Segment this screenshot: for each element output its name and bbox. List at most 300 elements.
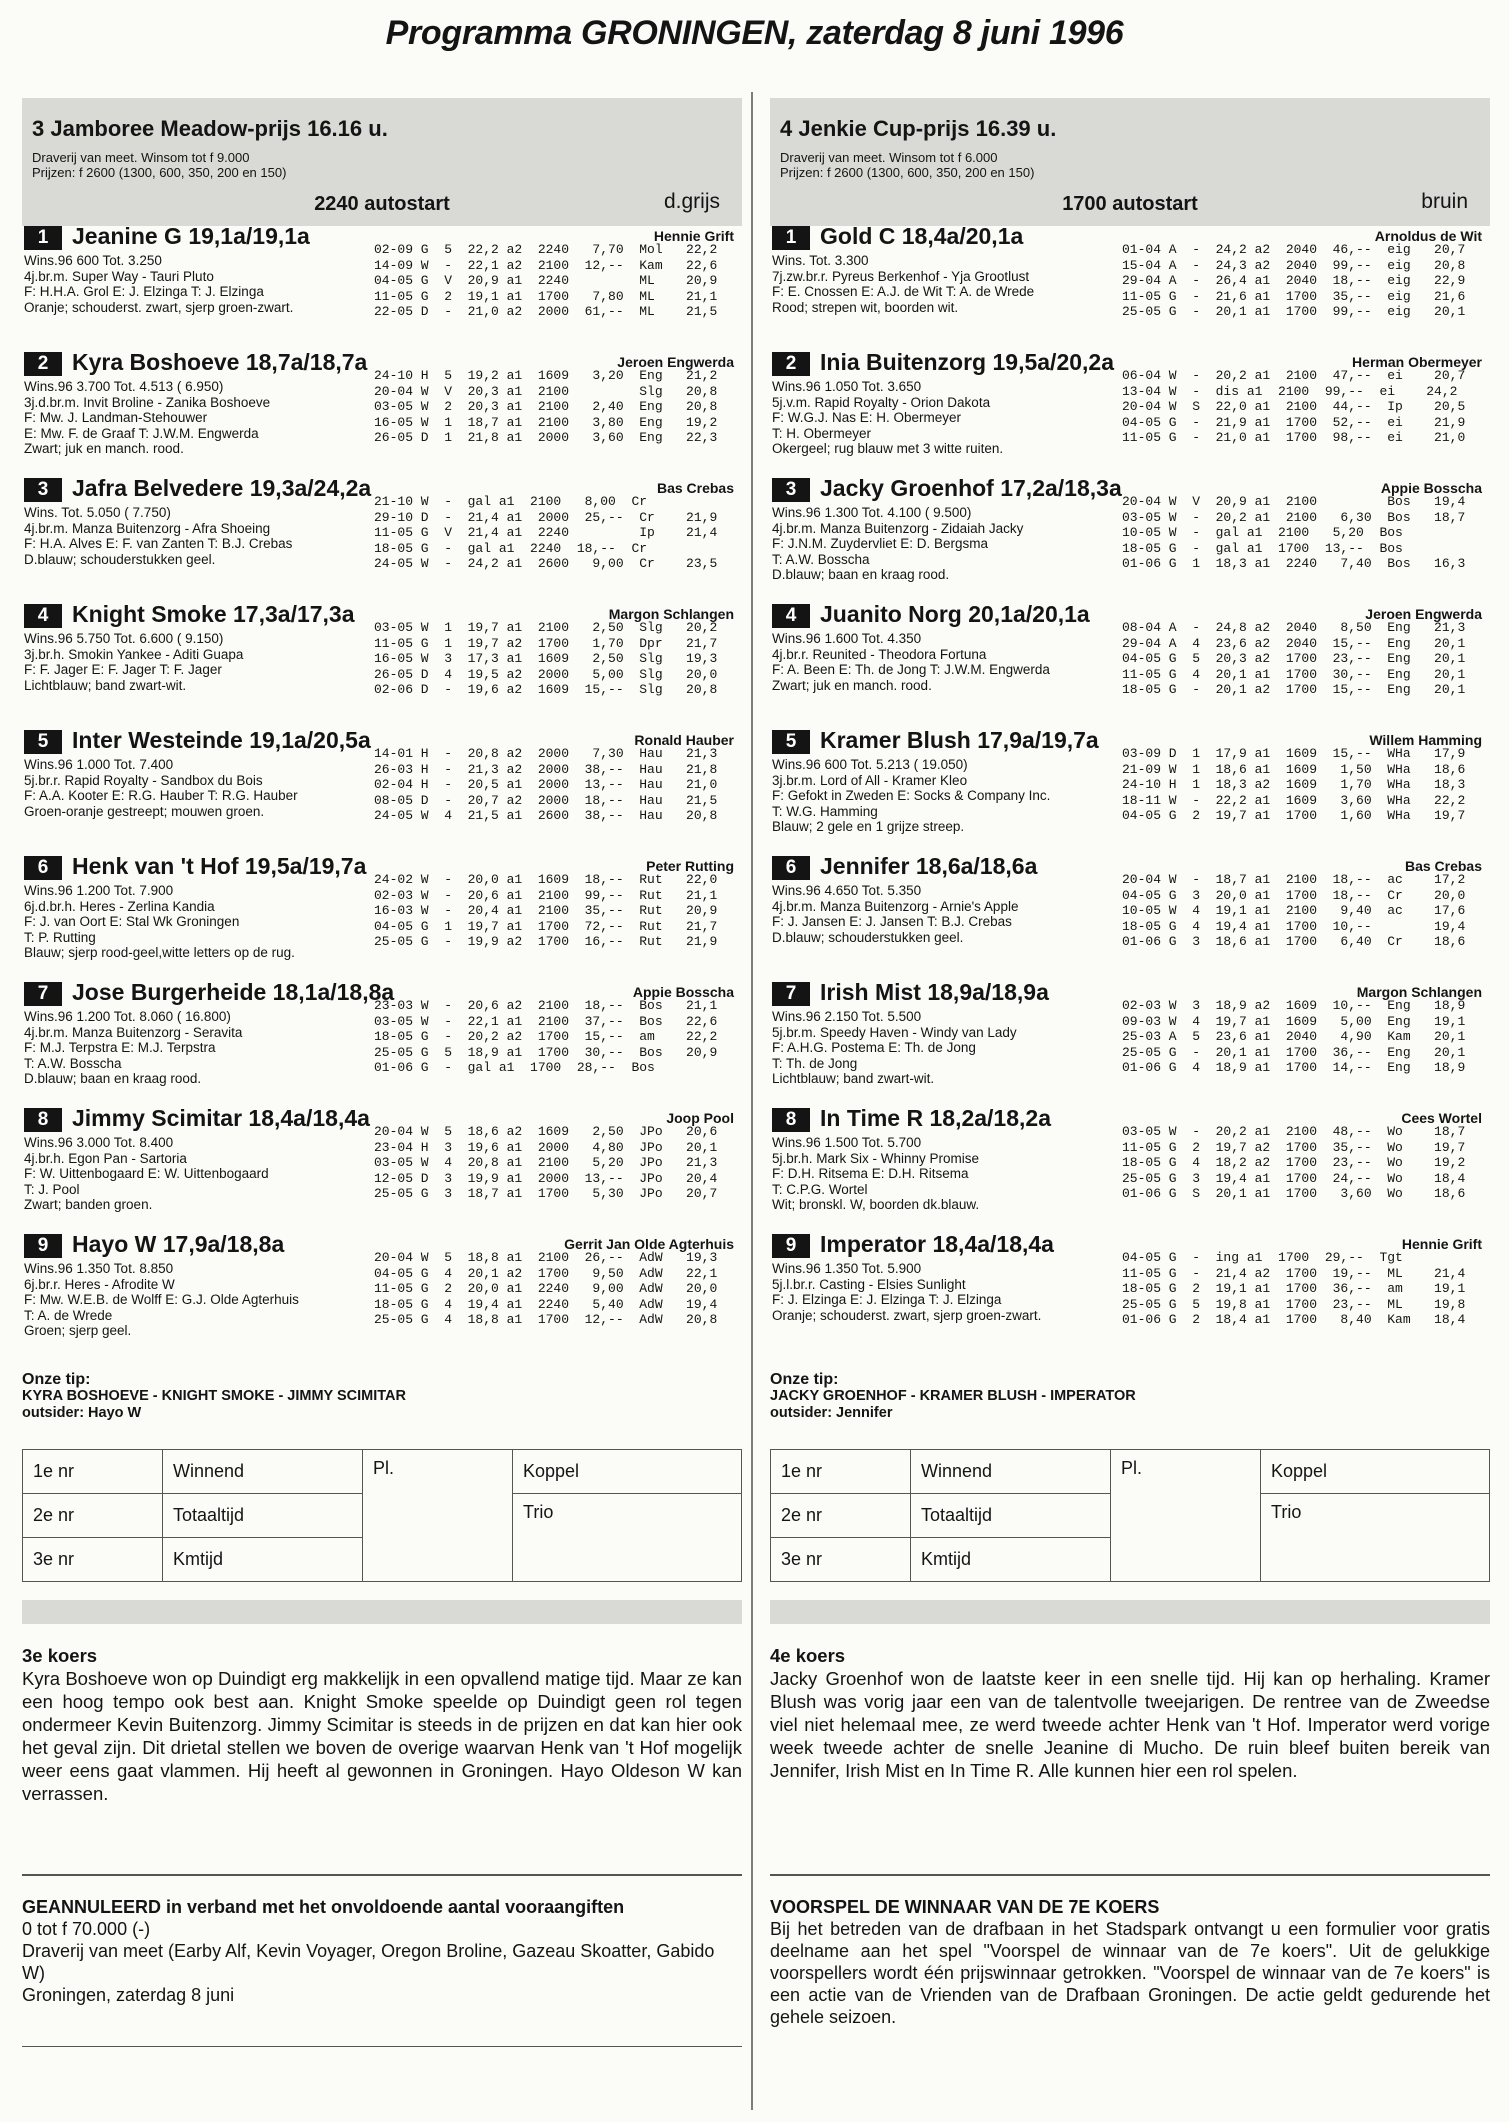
- notice-text: Bij het betreden van de drafbaan in het Stadspark ontvangt u een formulier voor gratis deelname aan het spel "Voorspel de winnaar van de 7e koers". Uit de gelukkige voorspellers wordt één prijswinnaar getrokken. "Voorspel de winnaar van de 7e koers" is een actie van de Vrienden van de Drafbaan Groningen. De actie geldt gedurende het gehele seizoen.: [770, 1918, 1490, 2027]
- run-line: 11-05 G - 21,0 a1 1700 98,-- ei 21,0: [1122, 430, 1466, 446]
- run-line: 11-05 G 4 20,1 a1 1700 30,-- Eng 20,1: [1122, 666, 1466, 682]
- trainer-name: Joop Pool: [666, 1110, 734, 1126]
- info-line: Groen; sjerp geel.: [24, 1323, 132, 1339]
- race-conditions: [780, 150, 1034, 180]
- run-line: 10-05 W 4 19,1 a1 2100 9,40 ac 17,6: [1122, 903, 1466, 919]
- start-number: 3: [24, 478, 62, 502]
- horse-info: [772, 1135, 979, 1213]
- info-line: Wins.96 1.500 Tot. 5.700: [772, 1135, 922, 1150]
- run-line: 01-06 G 1 18,3 a1 2240 7,40 Bos 16,3: [1122, 556, 1466, 572]
- horse-name: Irish Mist 18,9a/18,9a: [820, 979, 1049, 1005]
- condition-line: Prijzen: f 2600 (1300, 600, 350, 200 en 150): [780, 165, 1035, 180]
- horse-name: Inia Buitenzorg 19,5a/20,2a: [820, 349, 1115, 375]
- run-line: 26-05 D 4 19,5 a2 2000 5,00 Slg 20,0: [374, 666, 718, 682]
- recent-runs: [1122, 1124, 1465, 1202]
- run-line: 25-05 G 3 18,7 a1 1700 5,30 JPo 20,7: [374, 1186, 718, 1202]
- info-line: Lichtblauw; band zwart-wit.: [772, 1071, 935, 1087]
- notice-line: Groningen, zaterdag 8 juni: [22, 1984, 235, 2005]
- info-line: Zwart; banden groen.: [24, 1197, 153, 1213]
- run-line: 24-02 W - 20,0 a1 1609 18,-- Rut 22,0: [374, 872, 718, 887]
- start-number: 4: [772, 604, 810, 628]
- trainer-name: Gerrit Jan Olde Agterhuis: [564, 1236, 734, 1252]
- trainer-name: Willem Hamming: [1369, 732, 1482, 748]
- recent-runs: [1122, 998, 1465, 1076]
- recent-runs: [374, 746, 717, 824]
- run-line: 02-03 W 3 18,9 a2 1609 10,-- Eng 18,9: [1122, 998, 1466, 1013]
- info-line: F: D.H. Ritsema E: D.H. Ritsema: [772, 1166, 969, 1182]
- start-number: 2: [24, 352, 62, 376]
- trainer-name: Jeroen Engwerda: [1365, 606, 1482, 622]
- info-line: 4j.br.m. Super Way - Tauri Pluto: [24, 268, 214, 284]
- run-line: 18-05 G - 20,1 a2 1700 15,-- Eng 20,1: [1122, 682, 1466, 698]
- notice-heading: VOORSPEL DE WINNAAR VAN DE 7E KOERS: [770, 1896, 1160, 1917]
- trainer-name: Jeroen Engwerda: [617, 354, 734, 370]
- run-line: 18-05 G 4 19,4 a1 2240 5,40 AdW 19,4: [374, 1296, 718, 1312]
- race-distance: 2240 autostart: [314, 193, 450, 215]
- info-line: Zwart; juk en manch. rood.: [772, 677, 932, 693]
- race-title: 3 Jamboree Meadow-prijs 16.16 u.: [32, 116, 388, 141]
- trainer-name: Cees Wortel: [1401, 1110, 1482, 1126]
- start-number: 2: [772, 352, 810, 376]
- info-line: 5j.br.r. Rapid Royalty - Sandbox du Bois: [24, 772, 263, 788]
- run-line: 02-03 W - 20,6 a1 2100 99,-- Rut 21,1: [374, 887, 718, 903]
- run-line: 11-05 G - 21,4 a2 1700 19,-- ML 21,4: [1122, 1265, 1466, 1281]
- run-line: 08-04 A - 24,8 a2 2040 8,50 Eng 21,3: [1122, 620, 1466, 635]
- result-nr: 2e nr: [23, 1494, 163, 1538]
- info-line: T: Th. de Jong: [772, 1055, 858, 1071]
- info-line: F: E. Cnossen E: A.J. de Wit T: A. de Wrede: [772, 284, 1035, 300]
- trio-cell: Trio: [513, 1494, 742, 1582]
- info-line: T: J. Pool: [24, 1181, 80, 1197]
- result-label: Kmtijd: [163, 1538, 363, 1582]
- horse-name: Kramer Blush 17,9a/19,7a: [820, 727, 1099, 753]
- recent-runs: [1122, 1250, 1465, 1328]
- pl-cell: Pl.: [363, 1450, 513, 1582]
- recent-runs: [374, 368, 717, 446]
- info-line: F: H.H.A. Grol E: J. Elzinga T: J. Elzinga: [24, 284, 264, 300]
- koppel-cell: Koppel: [1261, 1450, 1490, 1494]
- info-line: F: J. Jansen E: J. Jansen T: B.J. Crebas: [772, 914, 1012, 930]
- info-line: F: J.N.M. Zuydervliet E: D. Bergsma: [772, 536, 989, 552]
- run-line: 06-04 W - 20,2 a1 2100 47,-- ei 20,7: [1122, 368, 1466, 383]
- info-line: F: H.A. Alves E: F. van Zanten T: B.J. Crebas: [24, 536, 293, 552]
- horse-info: [772, 253, 1034, 315]
- horse-name: Jose Burgerheide 18,1a/18,8a: [72, 979, 395, 1005]
- horse-name: Jimmy Scimitar 18,4a/18,4a: [72, 1105, 370, 1131]
- info-line: D.blauw; baan en kraag rood.: [24, 1071, 202, 1087]
- info-line: 3j.br.m. Lord of All - Kramer Kleo: [772, 772, 968, 788]
- tip-horses: JACKY GROENHOF - KRAMER BLUSH - IMPERATOR: [770, 1388, 1136, 1404]
- run-line: 18-05 G 4 19,4 a1 1700 10,-- 19,4: [1122, 918, 1466, 934]
- info-line: 4j.br.h. Egon Pan - Sartoria: [24, 1150, 187, 1166]
- run-line: 18-05 G - 20,2 a2 1700 15,-- am 22,2: [374, 1029, 718, 1045]
- race-3-column: [22, 98, 742, 2047]
- info-line: F: A.H.G. Postema E: Th. de Jong: [772, 1040, 976, 1056]
- start-number: 9: [24, 1234, 62, 1258]
- run-line: 18-05 G - gal a1 1700 13,-- Bos: [1122, 540, 1403, 556]
- grey-band: [22, 1600, 742, 1624]
- run-line: 25-05 G - 19,9 a2 1700 16,-- Rut 21,9: [374, 934, 718, 950]
- start-number: 7: [24, 982, 62, 1006]
- start-number: 4: [24, 604, 62, 628]
- info-line: Oranje; schouderst. zwart, sjerp groen-zwart.: [24, 299, 294, 315]
- run-line: 11-05 G V 21,4 a1 2240 Ip 21,4: [374, 525, 718, 541]
- run-line: 04-05 G - ing a1 1700 29,-- Tgt: [1122, 1250, 1403, 1265]
- condition-line: Draverij van meet. Winsom tot f 9.000: [32, 150, 250, 165]
- grey-band: [770, 1600, 1490, 1624]
- horse-name: Kyra Boshoeve 18,7a/18,7a: [72, 349, 368, 375]
- recent-runs: [1122, 620, 1465, 698]
- horse-list: [22, 223, 742, 1371]
- info-line: Wins.96 1.350 Tot. 8.850: [24, 1261, 174, 1276]
- horse-name: In Time R 18,2a/18,2a: [820, 1105, 1051, 1131]
- recent-runs: [1122, 746, 1465, 824]
- trainer-name: Hennie Grift: [1401, 1236, 1482, 1252]
- recent-runs: [374, 1250, 717, 1328]
- info-line: 7j.zw.br.r. Pyreus Berkenhof - Yja Grootlust: [772, 268, 1030, 284]
- horse-info: [772, 757, 1050, 835]
- cancelled-notice: [22, 1896, 742, 2046]
- tip-block: [22, 1371, 742, 1449]
- run-line: 01-06 G S 20,1 a1 1700 3,60 Wo 18,6: [1122, 1186, 1466, 1202]
- commentary: [770, 1644, 1490, 1874]
- run-line: 20-04 W - 18,7 a1 2100 18,-- ac 17,2: [1122, 872, 1466, 887]
- run-line: 14-01 H - 20,8 a2 2000 7,30 Hau 21,3: [374, 746, 718, 761]
- trainer-name: Ronald Hauber: [634, 732, 734, 748]
- run-line: 01-06 G 4 18,9 a1 1700 14,-- Eng 18,9: [1122, 1060, 1466, 1076]
- info-line: Wins.96 1.350 Tot. 5.900: [772, 1261, 922, 1276]
- horse-name: Jafra Belvedere 19,3a/24,2a: [72, 475, 372, 501]
- info-line: Wins.96 600 Tot. 5.213 ( 19.050): [772, 757, 968, 772]
- results-form: [770, 1449, 1490, 1582]
- run-line: 04-05 G V 20,9 a1 2240 ML 20,9: [374, 273, 718, 289]
- run-line: 02-06 D - 19,6 a2 1609 15,-- Slg 20,8: [374, 682, 718, 698]
- horse-info: [24, 253, 293, 315]
- info-line: Wins.96 1.050 Tot. 3.650: [772, 379, 922, 394]
- info-line: T: A. de Wrede: [24, 1307, 113, 1323]
- run-line: 08-05 D - 20,7 a2 2000 18,-- Hau 21,5: [374, 792, 718, 808]
- info-line: 3j.br.h. Smokin Yankee - Aditi Guapa: [24, 646, 244, 662]
- info-line: 5j.l.br.r. Casting - Elsies Sunlight: [772, 1276, 966, 1292]
- info-line: T: A.W. Bosscha: [772, 551, 870, 567]
- info-line: Wins.96 5.750 Tot. 6.600 ( 9.150): [24, 631, 224, 646]
- commentary-text: Kyra Boshoeve won op Duindigt erg makkelijk in een opvallend matige tijd. Maar ze kan een hoog tempo ook best aan. Knight Smoke speelde op Duindigt geen rol tegen ondermeer Kevin Buitenzorg. Jimmy Scimitar is steeds in de prijzen en dat kan hier ook het geval zijn. Dit drietal stellen we boven de overige waarvan Henk van 't Hof mogelijk weer eens gaat vlammen. Hij heeft al gewonnen in Groningen. Hayo Oldeson W kan verrassen.: [22, 1668, 742, 1804]
- info-line: 6j.br.r. Heres - Afrodite W: [24, 1276, 175, 1292]
- info-line: Blauw; 2 gele en 1 grijze streep.: [772, 819, 965, 835]
- notice-heading: GEANNULEERD in verband met het onvoldoende aantal vooraangiften: [22, 1896, 625, 1917]
- start-number: 6: [24, 856, 62, 880]
- race-title: 4 Jenkie Cup-prijs 16.39 u.: [780, 116, 1057, 141]
- column-divider: [751, 92, 753, 2110]
- horse-info: [24, 631, 243, 693]
- run-line: 15-04 A - 24,3 a2 2040 99,-- eig 20,8: [1122, 257, 1466, 273]
- horse-name: Jacky Groenhof 17,2a/18,3a: [820, 475, 1122, 501]
- run-line: 18-11 W - 22,2 a1 1609 3,60 WHa 22,2: [1122, 792, 1466, 808]
- run-line: 03-05 W - 22,1 a1 2100 37,-- Bos 22,6: [374, 1013, 718, 1029]
- info-line: Wins.96 3.000 Tot. 8.400: [24, 1135, 174, 1150]
- info-line: D.blauw; schouderstukken geel.: [772, 929, 964, 945]
- run-line: 29-10 D - 21,4 a1 2000 25,-- Cr 21,9: [374, 509, 718, 525]
- info-line: T: C.P.G. Wortel: [772, 1181, 868, 1197]
- result-nr: 2e nr: [771, 1494, 911, 1538]
- horse-list: [770, 223, 1490, 1371]
- recent-runs: [1122, 242, 1465, 320]
- trio-cell: Trio: [1261, 1494, 1490, 1582]
- result-label: Totaaltijd: [163, 1494, 363, 1538]
- info-line: 3j.d.br.m. Invit Broline - Zanika Boshoeve: [24, 394, 271, 410]
- run-line: 01-06 G - gal a1 1700 28,-- Bos: [374, 1060, 655, 1076]
- section-rule: [770, 1874, 1490, 1876]
- run-line: 24-05 W - 24,2 a1 2600 9,00 Cr 23,5: [374, 556, 718, 572]
- result-label: Totaaltijd: [911, 1494, 1111, 1538]
- horse-info: [24, 1135, 269, 1213]
- info-line: Rood; strepen wit, boorden wit.: [772, 299, 959, 315]
- recent-runs: [374, 1124, 717, 1202]
- info-line: F: Mw. J. Landman-Stehouwer: [24, 410, 208, 426]
- start-number: 9: [772, 1234, 810, 1258]
- run-line: 16-03 W - 20,4 a1 2100 35,-- Rut 20,9: [374, 903, 718, 919]
- info-line: D.blauw; baan en kraag rood.: [772, 567, 950, 583]
- info-line: T: A.W. Bosscha: [24, 1055, 122, 1071]
- info-line: 6j.d.br.h. Heres - Zerlina Kandia: [24, 898, 215, 914]
- run-line: 11-05 G - 21,6 a1 1700 35,-- eig 21,6: [1122, 288, 1466, 304]
- race-distance: 1700 autostart: [1062, 193, 1198, 215]
- run-line: 25-03 A 5 23,6 a1 2040 4,90 Kam 20,1: [1122, 1029, 1466, 1045]
- start-number: 1: [772, 226, 810, 250]
- info-line: Wins.96 1.300 Tot. 4.100 ( 9.500): [772, 505, 972, 520]
- info-line: T: P. Rutting: [24, 929, 96, 945]
- run-line: 25-05 G 5 18,9 a1 1700 30,-- Bos 20,9: [374, 1044, 718, 1060]
- info-line: 4j.br.m. Manza Buitenzorg - Zidaiah Jacky: [772, 520, 1024, 536]
- run-line: 11-05 G 2 20,0 a1 2240 9,00 AdW 20,0: [374, 1281, 718, 1297]
- info-line: F: M.J. Terpstra E: M.J. Terpstra: [24, 1040, 216, 1056]
- info-line: Wit; bronskl. W, boorden dk.blauw.: [772, 1197, 980, 1213]
- run-line: 25-05 G - 20,1 a1 1700 36,-- Eng 20,1: [1122, 1044, 1466, 1060]
- run-line: 01-06 G 2 18,4 a1 1700 8,40 Kam 18,4: [1122, 1312, 1466, 1328]
- info-line: Wins.96 1.600 Tot. 4.350: [772, 631, 922, 646]
- page-title: Programma GRONINGEN, zaterdag 8 juni 1996: [385, 14, 1124, 52]
- commentary-heading: 4e koers: [770, 1645, 846, 1666]
- tip-heading: Onze tip:: [770, 1371, 839, 1388]
- info-line: F: Gefokt in Zweden E: Socks & Company Inc.: [772, 788, 1051, 804]
- run-line: 03-05 W 2 20,3 a1 2100 2,40 Eng 20,8: [374, 399, 718, 415]
- start-number: 7: [772, 982, 810, 1006]
- info-line: Wins.96 1.200 Tot. 7.900: [24, 883, 174, 898]
- info-line: 4j.br.r. Reunited - Theodora Fortuna: [772, 646, 987, 662]
- info-line: 5j.v.m. Rapid Royalty - Orion Dakota: [772, 394, 991, 410]
- horse-name: Knight Smoke 17,3a/17,3a: [72, 601, 355, 627]
- race-header: [22, 98, 742, 226]
- info-line: F: Mw. W.E.B. de Wolff E: G.J. Olde Agterhuis: [24, 1292, 299, 1308]
- run-line: 21-10 W - gal a1 2100 8,00 Cr: [374, 494, 648, 509]
- info-line: F: F. Jager E: F. Jager T: F. Jager: [24, 662, 222, 678]
- recent-runs: [1122, 368, 1465, 446]
- run-line: 18-05 G 2 19,1 a1 1700 36,-- am 19,1: [1122, 1281, 1466, 1297]
- run-line: 03-05 W - 20,2 a1 2100 6,30 Bos 18,7: [1122, 509, 1466, 525]
- recent-runs: [374, 998, 717, 1076]
- info-line: D.blauw; schouderstukken geel.: [24, 551, 216, 567]
- info-line: Wins.96 1.000 Tot. 7.400: [24, 757, 174, 772]
- trainer-name: Margon Schlangen: [608, 606, 734, 622]
- trainer-name: Appie Bosscha: [632, 984, 734, 1000]
- run-line: 20-04 W V 20,3 a1 2100 Slg 20,8: [374, 383, 718, 399]
- run-line: 25-05 G 5 19,8 a1 1700 23,-- ML 19,8: [1122, 1296, 1466, 1312]
- horse-info: [772, 631, 1050, 693]
- info-line: 5j.br.m. Speedy Haven - Windy van Lady: [772, 1024, 1017, 1040]
- run-line: 01-04 A - 24,2 a2 2040 46,-- eig 20,7: [1122, 242, 1466, 257]
- info-line: Wins.96 3.700 Tot. 4.513 ( 6.950): [24, 379, 224, 394]
- horse-name: Jeanine G 19,1a/19,1a: [72, 223, 310, 249]
- run-line: 03-05 W - 20,2 a1 2100 48,-- Wo 18,7: [1122, 1124, 1466, 1139]
- start-number: 8: [24, 1108, 62, 1132]
- run-line: 24-10 H 1 18,3 a2 1609 1,70 WHa 18,3: [1122, 777, 1466, 793]
- horse-name: Gold C 18,4a/20,1a: [820, 223, 1024, 249]
- run-line: 03-05 W 1 19,7 a1 2100 2,50 Slg 20,2: [374, 620, 718, 635]
- horse-name: Juanito Norg 20,1a/20,1a: [820, 601, 1090, 627]
- run-line: 02-09 G 5 22,2 a2 2240 7,70 Mol 22,2: [374, 242, 718, 257]
- run-line: 13-04 W - dis a1 2100 99,-- ei 24,2: [1122, 383, 1458, 399]
- info-line: E: Mw. F. de Graaf T: J.W.M. Engwerda: [24, 425, 259, 441]
- race-header: [770, 98, 1490, 226]
- run-line: 25-05 G 4 18,8 a1 1700 12,-- AdW 20,8: [374, 1312, 718, 1328]
- trainer-name: Peter Rutting: [646, 858, 734, 874]
- info-line: Okergeel; rug blauw met 3 witte ruiten.: [772, 441, 1004, 457]
- run-line: 14-09 W - 22,1 a2 2100 12,-- Kam 22,6: [374, 257, 718, 273]
- commentary: [22, 1644, 742, 1874]
- horse-name: Jennifer 18,6a/18,6a: [820, 853, 1038, 879]
- run-line: 12-05 D 3 19,9 a1 2000 13,-- JPo 20,4: [374, 1170, 718, 1186]
- tip-horses: KYRA BOSHOEVE - KNIGHT SMOKE - JIMMY SCIMITAR: [22, 1388, 407, 1404]
- run-line: 02-04 H - 20,5 a1 2000 13,-- Hau 21,0: [374, 777, 718, 793]
- run-line: 03-05 W 4 20,8 a1 2100 5,20 JPo 21,3: [374, 1155, 718, 1171]
- result-label: Winnend: [911, 1450, 1111, 1494]
- run-line: 04-05 G 4 20,1 a2 1700 9,50 AdW 22,1: [374, 1265, 718, 1281]
- result-nr: 1e nr: [771, 1450, 911, 1494]
- info-line: T: H. Obermeyer: [772, 425, 872, 441]
- run-line: 29-04 A 4 23,6 a2 2040 15,-- Eng 20,1: [1122, 635, 1466, 651]
- run-line: 26-05 D 1 21,8 a1 2000 3,60 Eng 22,3: [374, 430, 718, 446]
- info-line: F: A.A. Kooter E: R.G. Hauber T: R.G. Hauber: [24, 788, 298, 804]
- recent-runs: [374, 242, 717, 320]
- run-line: 04-05 G 3 20,0 a1 1700 18,-- Cr 20,0: [1122, 887, 1466, 903]
- start-number: 6: [772, 856, 810, 880]
- info-line: F: W. Uittenbogaard E: W. Uittenbogaard: [24, 1166, 269, 1182]
- race-color: d.grijs: [663, 190, 720, 213]
- result-nr: 3e nr: [23, 1538, 163, 1582]
- horse-info: [24, 1009, 242, 1087]
- run-line: 10-05 W - gal a1 2100 5,20 Bos: [1122, 525, 1403, 541]
- horse-info: [772, 1009, 1017, 1087]
- horse-info: [24, 757, 298, 819]
- run-line: 16-05 W 1 18,7 a1 2100 3,80 Eng 19,2: [374, 414, 718, 430]
- horse-info: [772, 379, 1003, 457]
- horse-name: Hayo W 17,9a/18,8a: [72, 1231, 285, 1257]
- run-line: 01-06 G 3 18,6 a1 1700 6,40 Cr 18,6: [1122, 934, 1466, 950]
- info-line: Blauw; sjerp rood-geel,witte letters op de rug.: [24, 945, 295, 961]
- info-line: Wins. Tot. 3.300: [772, 253, 869, 268]
- race-4-column: [770, 98, 1490, 2028]
- run-line: 25-05 G - 20,1 a1 1700 99,-- eig 20,1: [1122, 304, 1466, 320]
- info-line: Zwart; juk en manch. rood.: [24, 441, 184, 457]
- run-line: 23-04 H 3 19,6 a1 2000 4,80 JPo 20,1: [374, 1139, 718, 1155]
- horse-info: [24, 505, 292, 567]
- run-line: 11-05 G 2 19,7 a2 1700 35,-- Wo 19,7: [1122, 1139, 1466, 1155]
- horse-name: Henk van 't Hof 19,5a/19,7a: [72, 853, 367, 879]
- trainer-name: Bas Crebas: [656, 480, 734, 496]
- promo-notice: [770, 1896, 1490, 2028]
- info-line: F: J. Elzinga E: J. Elzinga T: J. Elzinga: [772, 1292, 1002, 1308]
- run-line: 11-05 G 1 19,7 a2 1700 1,70 Dpr 21,7: [374, 635, 718, 651]
- horse-info: [24, 379, 270, 457]
- info-line: F: W.G.J. Nas E: H. Obermeyer: [772, 410, 962, 426]
- horse-info: [772, 1261, 1041, 1323]
- run-line: 04-05 G 5 20,3 a2 1700 23,-- Eng 20,1: [1122, 651, 1466, 667]
- run-line: 20-04 W S 22,0 a1 2100 44,-- Ip 20,5: [1122, 399, 1466, 415]
- run-line: 21-09 W 1 18,6 a1 1609 1,50 WHa 18,6: [1122, 761, 1466, 777]
- info-line: Wins.96 1.200 Tot. 8.060 ( 16.800): [24, 1009, 231, 1024]
- result-label: Kmtijd: [911, 1538, 1111, 1582]
- race-conditions: [32, 150, 286, 180]
- info-line: Wins.96 4.650 Tot. 5.350: [772, 883, 922, 898]
- recent-runs: [374, 620, 717, 698]
- run-line: 18-05 G 4 18,2 a2 1700 23,-- Wo 19,2: [1122, 1155, 1466, 1171]
- info-line: T: W.G. Hamming: [772, 803, 878, 819]
- info-line: Lichtblauw; band zwart-wit.: [24, 677, 187, 693]
- horse-name: Inter Westeinde 19,1a/20,5a: [72, 727, 371, 753]
- section-rule: [22, 2046, 742, 2048]
- info-line: F: A. Been E: Th. de Jong T: J.W.M. Engwerda: [772, 662, 1050, 678]
- start-number: 8: [772, 1108, 810, 1132]
- recent-runs: [1122, 872, 1465, 950]
- start-number: 5: [772, 730, 810, 754]
- horse-info: [772, 883, 1018, 945]
- trainer-name: Arnoldus de Wit: [1374, 228, 1482, 244]
- run-line: 26-03 H - 21,3 a2 2000 38,-- Hau 21,8: [374, 761, 718, 777]
- tip-outsider: outsider: Jennifer: [770, 1405, 893, 1421]
- recent-runs: [374, 872, 717, 950]
- info-line: Wins.96 2.150 Tot. 5.500: [772, 1009, 922, 1024]
- info-line: 4j.br.m. Manza Buitenzorg - Afra Shoeing: [24, 520, 271, 536]
- result-nr: 1e nr: [23, 1450, 163, 1494]
- info-line: 4j.br.m. Manza Buitenzorg - Seravita: [24, 1024, 243, 1040]
- run-line: 23-03 W - 20,6 a2 2100 18,-- Bos 21,1: [374, 998, 718, 1013]
- run-line: 16-05 W 3 17,3 a1 1609 2,50 Slg 19,3: [374, 651, 718, 667]
- info-line: Groen-oranje gestreept; mouwen groen.: [24, 803, 265, 819]
- result-label: Winnend: [163, 1450, 363, 1494]
- tip-heading: Onze tip:: [22, 1371, 91, 1388]
- results-form: [22, 1449, 742, 1582]
- tip-outsider: outsider: Hayo W: [22, 1405, 142, 1421]
- info-line: Oranje; schouderst. zwart, sjerp groen-zwart.: [772, 1307, 1042, 1323]
- run-line: 22-05 D - 21,0 a2 2000 61,-- ML 21,5: [374, 304, 718, 320]
- run-line: 04-05 G - 21,9 a1 1700 52,-- ei 21,9: [1122, 414, 1466, 430]
- run-line: 24-10 H 5 19,2 a1 1609 3,20 Eng 21,2: [374, 368, 718, 383]
- run-line: 04-05 G 1 19,7 a1 1700 72,-- Rut 21,7: [374, 918, 718, 934]
- start-number: 1: [24, 226, 62, 250]
- run-line: 29-04 A - 26,4 a1 2040 18,-- eig 22,9: [1122, 273, 1466, 289]
- pl-cell: Pl.: [1111, 1450, 1261, 1582]
- horse-info: [772, 505, 1023, 583]
- notice-line: Draverij van meet (Earby Alf, Kevin Voyager, Oregon Broline, Gazeau Skoatter, Gabido W): [22, 1940, 715, 1983]
- trainer-name: Hennie Grift: [653, 228, 734, 244]
- horse-name: Imperator 18,4a/18,4a: [820, 1231, 1054, 1257]
- koppel-cell: Koppel: [513, 1450, 742, 1494]
- commentary-heading: 3e koers: [22, 1645, 98, 1666]
- tip-block: [770, 1371, 1490, 1449]
- run-line: 20-04 W 5 18,6 a2 1609 2,50 JPo 20,6: [374, 1124, 718, 1139]
- trainer-name: Bas Crebas: [1404, 858, 1482, 874]
- trainer-name: Herman Obermeyer: [1352, 354, 1482, 370]
